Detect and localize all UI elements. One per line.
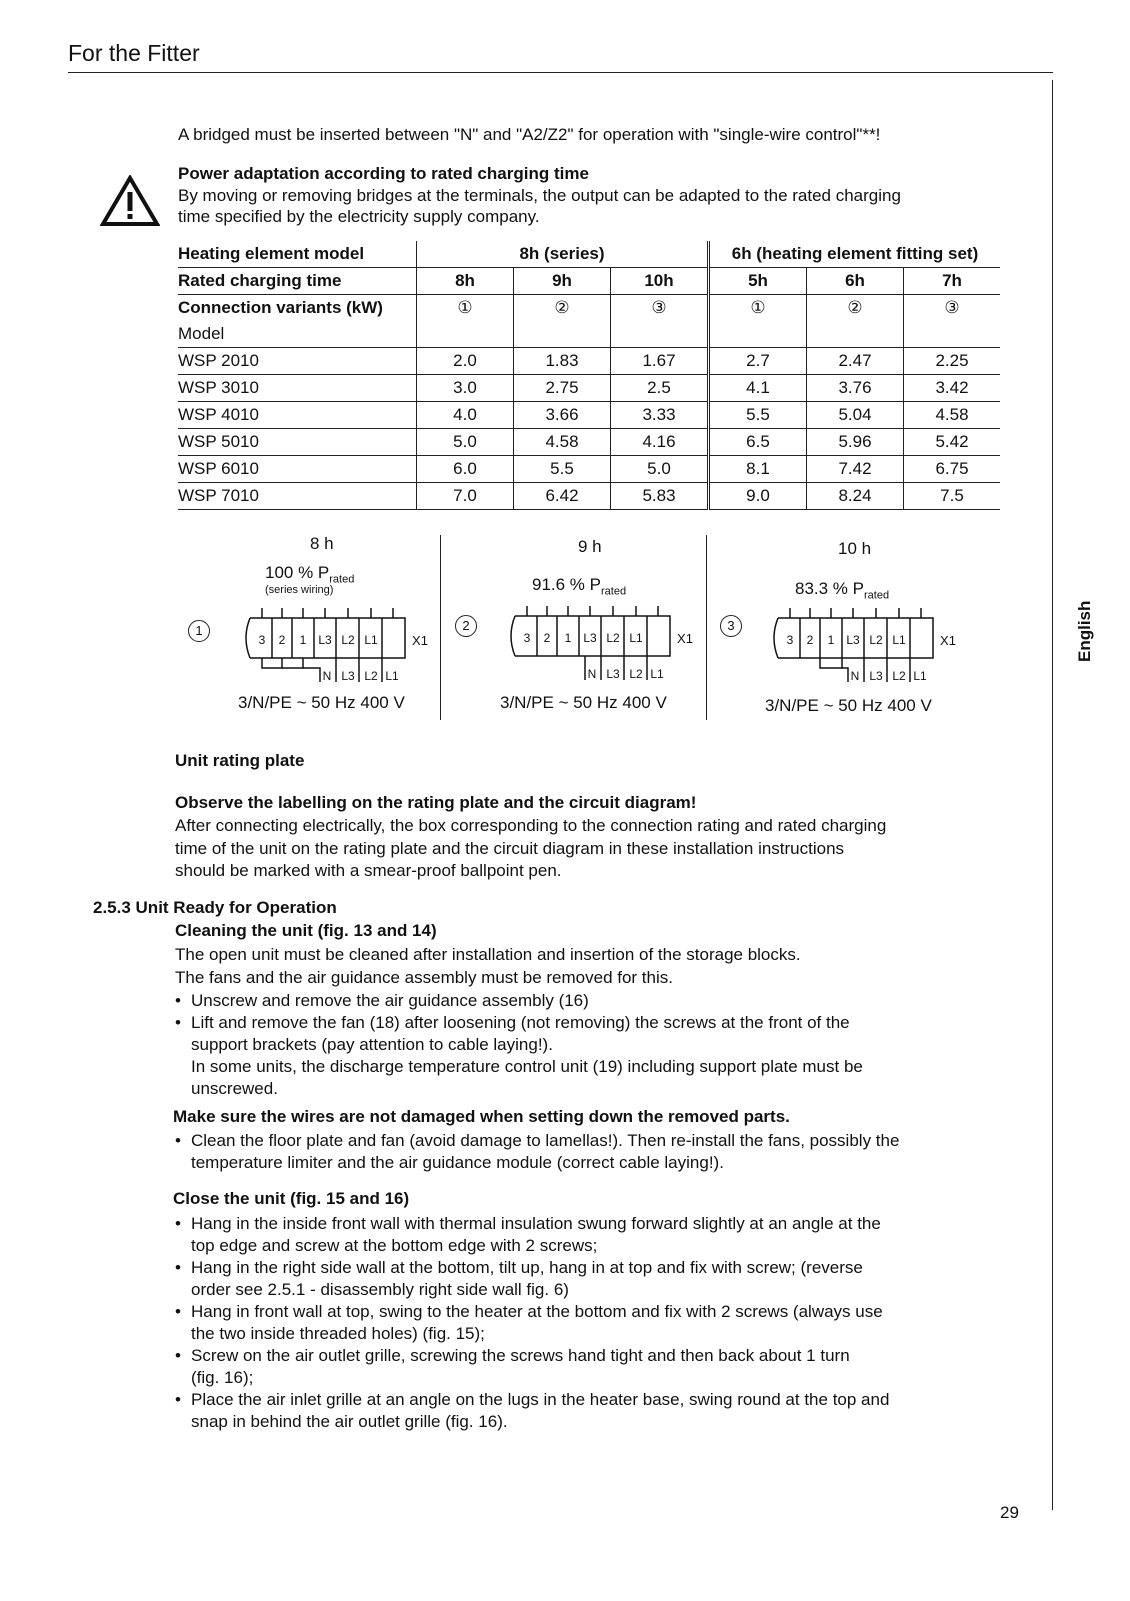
table-cell: 4.58 xyxy=(904,402,1001,429)
svg-text:L3: L3 xyxy=(318,633,332,647)
list-item: • Hang in front wall at top, swing to the heater at the bottom and fix with 2 screws (always use the two inside threaded holes) (fig. 15); xyxy=(175,1301,1005,1345)
list-item: • Screw on the air outlet grille, screwing the screws hand tight and then back about 1 turn (fig. 16); xyxy=(175,1345,1005,1389)
diagram-note: (series wiring) xyxy=(265,584,334,596)
table-cell: 6.75 xyxy=(904,456,1001,483)
table-cell: 2.0 xyxy=(417,348,514,375)
svg-text:N: N xyxy=(850,669,860,683)
table-cell: 5.42 xyxy=(904,429,1001,456)
list-item: • Clean the floor plate and fan (avoid damage to lamellas!). Then re-install the fans, possibly the temperature limiter and the air guidance module (correct cable laying!). xyxy=(175,1130,995,1174)
language-tab: English xyxy=(1075,600,1094,662)
diagram-power: 83.3 % $P_{rated}$ xyxy=(795,579,890,602)
header-rule xyxy=(68,72,1053,73)
table-cell: 3.76 xyxy=(807,375,904,402)
intro-text: A bridged must be inserted between "N" and "A2/Z2" for operation with "single-wire control"**! xyxy=(178,125,881,144)
page-header: For the Fitter xyxy=(68,40,200,66)
terminal-block-diagram xyxy=(505,598,705,690)
model-name: WSP 5010 xyxy=(178,429,417,456)
table-cell: 7.42 xyxy=(807,456,904,483)
table-cell: 9h xyxy=(514,268,611,295)
svg-text:2: 2 xyxy=(543,631,551,645)
table-cell: ① xyxy=(709,295,807,322)
svg-text:L2: L2 xyxy=(341,633,355,647)
close-heading: Close the unit (fig. 15 and 16) xyxy=(173,1189,410,1208)
model-name: WSP 2010 xyxy=(178,348,417,375)
warning-icon xyxy=(100,175,160,227)
table-cell: 2.5 xyxy=(611,375,709,402)
margin-rule xyxy=(1052,80,1053,1510)
table-cell: 5.0 xyxy=(611,456,709,483)
svg-text:2: 2 xyxy=(278,633,286,647)
table-cell: 10h xyxy=(611,268,709,295)
svg-text:L3: L3 xyxy=(341,669,355,683)
table-cell: 5.04 xyxy=(807,402,904,429)
table-cell: 2.25 xyxy=(904,348,1001,375)
list-item: • Unscrew and remove the air guidance assembly (16) xyxy=(175,990,995,1012)
table-cell: 3.66 xyxy=(514,402,611,429)
variant-number: 3 xyxy=(720,615,742,637)
svg-text:3: 3 xyxy=(523,631,531,645)
rating-text-3: should be marked with a smear-proof ballpoint pen. xyxy=(175,861,562,880)
model-name: WSP 3010 xyxy=(178,375,417,402)
table-cell: 7.0 xyxy=(417,483,514,510)
table-cell: 6.42 xyxy=(514,483,611,510)
list-item: • Place the air inlet grille at an angle on the lugs in the heater base, swing round at the top and snap in behind the air outlet grille (fig. 16). xyxy=(175,1389,1005,1433)
cleaning-text-2: The fans and the air guidance assembly must be removed for this. xyxy=(175,968,673,987)
diagram-supply: 3/N/PE ~ 50 Hz 400 V xyxy=(500,693,667,712)
svg-text:L2: L2 xyxy=(869,633,883,647)
diagram-separator xyxy=(440,535,441,720)
table-cell: 6.0 xyxy=(417,456,514,483)
diagram-separator xyxy=(706,535,707,720)
table-row xyxy=(178,456,1000,483)
table-cell: 4.0 xyxy=(417,402,514,429)
table-cell: 6h xyxy=(807,268,904,295)
cleaning-text-1: The open unit must be cleaned after installation and insertion of the storage blocks. xyxy=(175,945,801,964)
diagram-hours: 8 h xyxy=(310,534,334,553)
table-cell: 7.5 xyxy=(904,483,1001,510)
svg-text:N: N xyxy=(322,669,332,683)
svg-text:1: 1 xyxy=(827,633,835,647)
table-cell: 9.0 xyxy=(709,483,807,510)
table-cell: 5.5 xyxy=(514,456,611,483)
rating-text-1: After connecting electrically, the box corresponding to the connection rating and rated charging xyxy=(175,816,887,835)
cleaning-steps-2 xyxy=(175,1130,995,1174)
model-name: WSP 4010 xyxy=(178,402,417,429)
model-name: WSP 6010 xyxy=(178,456,417,483)
table-cell: 4.58 xyxy=(514,429,611,456)
diagram-supply: 3/N/PE ~ 50 Hz 400 V xyxy=(765,696,932,715)
diagram-supply: 3/N/PE ~ 50 Hz 400 V xyxy=(238,693,405,712)
table-row xyxy=(178,375,1000,402)
svg-text:X1: X1 xyxy=(940,633,956,648)
svg-text:N: N xyxy=(587,667,597,681)
table-row-label: Connection variants (kW) xyxy=(178,295,417,322)
table-cell: 3.42 xyxy=(904,375,1001,402)
table-cell: 8.1 xyxy=(709,456,807,483)
svg-text:L3: L3 xyxy=(583,631,597,645)
table-cell: 5h xyxy=(709,268,807,295)
svg-text:L3: L3 xyxy=(869,669,883,683)
diagram-hours: 10 h xyxy=(838,539,872,558)
cleaning-heading: Cleaning the unit (fig. 13 and 14) xyxy=(175,921,437,940)
rating-table xyxy=(178,241,1000,510)
table-cell: ③ xyxy=(944,298,960,317)
table-row-label: Rated charging time xyxy=(178,268,417,295)
power-text-2: time specified by the electricity supply company. xyxy=(178,207,540,226)
table-cell: 5.0 xyxy=(417,429,514,456)
table-cell: ② xyxy=(807,295,904,322)
svg-text:L1: L1 xyxy=(364,633,378,647)
svg-text:1: 1 xyxy=(564,631,572,645)
variant-number: 2 xyxy=(455,615,477,637)
svg-text:L1: L1 xyxy=(629,631,643,645)
page-number: 29 xyxy=(1000,1503,1019,1522)
terminal-block-diagram xyxy=(240,600,440,692)
table-group-set: 6h (heating element fitting set) xyxy=(709,241,1001,268)
table-header-model: Heating element model xyxy=(178,241,417,268)
svg-text:L2: L2 xyxy=(364,669,378,683)
model-name: WSP 7010 xyxy=(178,483,417,510)
table-cell: 5.96 xyxy=(807,429,904,456)
svg-text:3: 3 xyxy=(258,633,266,647)
table-cell: 1.83 xyxy=(514,348,611,375)
table-cell: 2.47 xyxy=(807,348,904,375)
make-sure-note: Make sure the wires are not damaged when setting down the removed parts. xyxy=(173,1107,790,1126)
svg-text:L3: L3 xyxy=(846,633,860,647)
close-steps xyxy=(175,1213,1005,1433)
svg-text:X1: X1 xyxy=(412,633,428,648)
cleaning-steps xyxy=(175,990,995,1100)
rating-heading: Unit rating plate xyxy=(175,751,305,770)
svg-text:L2: L2 xyxy=(892,669,906,683)
table-group-series: 8h (series) xyxy=(417,241,709,268)
svg-text:L2: L2 xyxy=(606,631,620,645)
terminal-block-diagram xyxy=(768,600,968,692)
svg-text:2: 2 xyxy=(806,633,814,647)
table-cell: 8h xyxy=(417,268,514,295)
table-cell: 1.67 xyxy=(611,348,709,375)
table-cell: 5.83 xyxy=(611,483,709,510)
table-cell: ③ xyxy=(611,295,709,322)
svg-text:L1: L1 xyxy=(892,633,906,647)
variant-number: 1 xyxy=(188,620,210,642)
table-cell: 7h xyxy=(904,268,1001,295)
table-cell: 3.0 xyxy=(417,375,514,402)
svg-text:L3: L3 xyxy=(606,667,620,681)
table-cell: 8.24 xyxy=(807,483,904,510)
diagram-power: 91.6 % $P_{rated}$ xyxy=(532,575,627,598)
table-row-label: Model xyxy=(178,321,417,348)
diagram-power: 100 % $P_{rated}$ xyxy=(265,563,355,586)
table-cell: 4.1 xyxy=(709,375,807,402)
section-heading: 2.5.3 Unit Ready for Operation xyxy=(93,898,337,917)
diagram-hours: 9 h xyxy=(578,537,602,556)
svg-text:L1: L1 xyxy=(650,667,664,681)
list-item: • Hang in the right side wall at the bottom, tilt up, hang in at top and fix with screw; (reverse order see 2.5.1 - disassembly right side wall fig. 6) xyxy=(175,1257,1005,1301)
svg-text:L1: L1 xyxy=(385,669,399,683)
table-cell: 2.7 xyxy=(709,348,807,375)
table-cell: 4.16 xyxy=(611,429,709,456)
table-cell: ① xyxy=(417,295,514,322)
rating-text-2: time of the unit on the rating plate and the circuit diagram in these installation instructions xyxy=(175,839,845,858)
table-cell: 3.33 xyxy=(611,402,709,429)
table-cell: ② xyxy=(514,295,611,322)
table-row xyxy=(178,402,1000,429)
list-item: • Lift and remove the fan (18) after loosening (not removing) the screws at the front of the support brackets (pay attention to cable laying!). In some units, the discharge temperature control unit (19) including support plate must be unscrewed. xyxy=(175,1012,995,1100)
table-cell: 5.5 xyxy=(709,402,807,429)
table-row xyxy=(178,429,1000,456)
table-cell: 6.5 xyxy=(709,429,807,456)
svg-text:L1: L1 xyxy=(913,669,927,683)
table-row xyxy=(178,483,1000,510)
svg-text:L2: L2 xyxy=(629,667,643,681)
rating-observe: Observe the labelling on the rating plate and the circuit diagram! xyxy=(175,793,697,812)
list-item: • Hang in the inside front wall with thermal insulation swung forward slightly at an angle at the top edge and screw at the bottom edge with 2 screws; xyxy=(175,1213,1005,1257)
power-heading: Power adaptation according to rated charging time xyxy=(178,164,589,183)
table-cell: 2.75 xyxy=(514,375,611,402)
power-text-1: By moving or removing bridges at the terminals, the output can be adapted to the rated charging xyxy=(178,186,901,205)
table-row xyxy=(178,348,1000,375)
svg-text:X1: X1 xyxy=(677,631,693,646)
svg-text:3: 3 xyxy=(786,633,794,647)
svg-text:1: 1 xyxy=(299,633,307,647)
